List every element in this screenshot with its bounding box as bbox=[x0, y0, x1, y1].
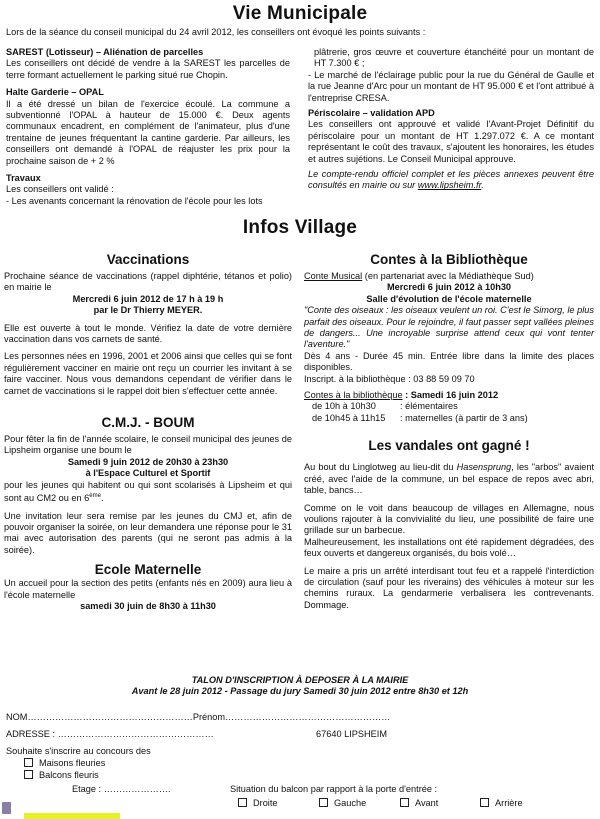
maisons-checkbox[interactable] bbox=[24, 758, 33, 767]
prenom-field[interactable]: ……………………………………………… bbox=[224, 712, 391, 722]
periscolaire-text: Les conseillers ont approuvé et validé l'Avant-Projet Définitif du périscolaire pour un montant de HT 1.297.072 €. A ce montant représentant le coût des travaux, s'ajoutent les honoraires, les études et autres sujétions. Le Conseil Municipal approuve. bbox=[308, 119, 594, 164]
arriere-label: Arrière bbox=[495, 798, 523, 808]
contes-inscription: Inscript. à la bibliothèque : 03 88 59 09 70 bbox=[304, 373, 475, 384]
accent-bar bbox=[24, 813, 120, 819]
cmj-intro: Pour fêter la fin de l'année scolaire, le conseil municipal des jeunes de Lipsheim organise une boum le bbox=[4, 434, 292, 456]
travaux-heading: Travaux bbox=[6, 173, 41, 184]
dir-avant[interactable] bbox=[400, 798, 438, 809]
maisons-label: Maisons fleuries bbox=[39, 758, 106, 768]
dir-droite[interactable] bbox=[238, 798, 278, 809]
corner-square bbox=[2, 802, 11, 814]
periscolaire-heading: Périscolaire – validation APD bbox=[308, 108, 435, 119]
cmj-audience-end: . bbox=[100, 493, 104, 504]
dir-arriere[interactable] bbox=[480, 798, 523, 809]
vie-right-column: plâtrerie, gros œuvre et couverture étanchéité pour un montant de HT 7.300 € ; - Le marché de l'éclairage public pour la rue du Général de Gaulle et la rue Jeanne d'Arc pour un montant de HT 95.000 € et l'ont attribué à l'entreprise CRESA. Périscolaire – validation APD Les conseillers ont approuvé et validé l'Avant-Projet Définitif du périscolaire pour un montant de HT 1.297.072 €. A ce montant représentant le coût des travaux, s'ajoutent les honoraires, les études et autres sujétions. Le Conseil Municipal approuve. Le compte-rendu officiel complet et les pièces annexes peuvent être consultés en mairie ou sur www.lipsheim.fr. bbox=[308, 47, 594, 191]
vandales-heading: Les vandales ont gagné ! bbox=[368, 438, 530, 454]
arriere-checkbox[interactable] bbox=[480, 798, 489, 807]
cmj-place: à l'Espace Culturel et Sportif bbox=[85, 468, 211, 479]
talon-subtitle: Avant le 28 juin 2012 - Passage du jury Samedi 30 juin 2012 entre 8h30 et 12h bbox=[131, 686, 469, 696]
sarest-text: Les conseillers ont décidé de vendre à la SAREST les parcelles de terre formant actuellement le parking situé rue Chopin. bbox=[6, 58, 290, 80]
dir-gauche[interactable] bbox=[319, 798, 366, 809]
contes-heading: Contes à la Bibliothèque bbox=[370, 252, 528, 267]
vaccinations-text: Elle est ouverte à tout le monde. Vérifiez la date de votre dernière vaccination dans vos carnets de santé. bbox=[4, 322, 292, 345]
vie-municipale-title: Vie Municipale bbox=[232, 3, 368, 24]
travaux-text: Les conseillers ont validé : bbox=[6, 184, 114, 195]
cmj-audience: pour les jeunes qui habitent ou qui sont scolarisés à Lipsheim et qui sont au CM2 ou en 6 bbox=[4, 479, 292, 504]
infos-left-column bbox=[4, 252, 292, 612]
etage-label: Etage : bbox=[72, 784, 102, 794]
vie-intro: Lors de la séance du conseil municipal du 24 avril 2012, les conseillers ont évoqué les points suivants : bbox=[6, 27, 426, 37]
nom-field[interactable]: ……………………………………………… bbox=[27, 712, 193, 722]
contes-place: Salle d'évolution de l'école maternelle bbox=[366, 293, 532, 304]
compte-rendu-text: Le compte-rendu officiel complet et les pièces annexes peuvent être consultés en mairie ou sur bbox=[308, 169, 594, 191]
session2-desc: : maternelles (à partir de 3 ans) bbox=[400, 412, 528, 423]
contes-bibliotheque-label: Contes à la bibliothèque bbox=[304, 390, 403, 401]
gauche-checkbox[interactable] bbox=[319, 798, 328, 807]
prenom-label: Prénom bbox=[192, 712, 225, 722]
contes-bibliotheque-date: : Samedi 16 juin 2012 bbox=[402, 390, 499, 401]
adresse-field[interactable]: …………………………………………… bbox=[57, 729, 214, 739]
vandales-place: Hasensprung bbox=[456, 462, 512, 473]
cmj-date: Samedi 9 juin 2012 de 20h30 à 23h30 bbox=[67, 456, 229, 467]
avant-checkbox[interactable] bbox=[400, 798, 409, 807]
avant-label: Avant bbox=[415, 798, 439, 808]
nom-label: NOM bbox=[6, 712, 28, 722]
talon-title: TALON D'INSCRIPTION À DEPOSER À LA MAIRIE bbox=[191, 675, 409, 685]
session1-desc: : élémentaires bbox=[400, 401, 458, 412]
etage-row bbox=[72, 784, 171, 795]
nom-row bbox=[6, 712, 390, 723]
droite-label: Droite bbox=[253, 798, 278, 808]
vandales-p2: Comme on le voit dans beaucoup de villages en Allemagne, nous voulions rajouter à la convivialité du lieu, une possibilité de faire une grillade sur un barbecue. bbox=[304, 502, 594, 536]
vaccinations-reminder: Les personnes nées en 1996, 2001 et 2006 ainsi que celles qui se font régulièrement vacciner en mairie ont reçu un courrier les invitant à se faire vacciner. Nous vous demandons cependant de vérifier dans le carnet de vaccinations si le rappel doit bien s'effectuer cette année. bbox=[4, 351, 292, 396]
website-link[interactable]: www.lipsheim.fr bbox=[417, 180, 482, 191]
vie-left-column bbox=[6, 47, 290, 207]
cmj-invitation: Une invitation leur sera remise par les jeunes du CMJ et, afin de pouvoir organiser la soirée, on leur demandera une réponse pour le 31 mai avec autorisation des parents (qui ne seront pas admis à la soirée). bbox=[4, 510, 292, 555]
adresse-row bbox=[6, 729, 214, 740]
session2-time: de 10h45 à 11h15 bbox=[312, 412, 386, 423]
vaccinations-date: Mercredi 6 juin 2012 de 17 h à 19 h bbox=[72, 293, 224, 304]
vandales-p3: Malheureusement, les installations ont été rapidement dégradées, des feux ouverts et dangereux organisés, du bois volé… bbox=[304, 536, 594, 559]
droite-checkbox[interactable] bbox=[238, 798, 247, 807]
contes-date: Mercredi 6 juin 2012 à 10h30 bbox=[386, 282, 512, 293]
etage-field[interactable]: …………………. bbox=[103, 784, 171, 794]
vandales-p1b: , les "arbos" avaient créé, avec l'aide de la commune, un bel espace de repos avec abri, table, bancs… bbox=[304, 462, 595, 496]
halte-heading: Halte Garderie – OPAL bbox=[6, 87, 104, 98]
balcons-label: Balcons fleuris bbox=[39, 770, 99, 780]
vaccinations-intro: Prochaine séance de vaccinations (rappel diphtérie, tétanos et polio) en mairie le bbox=[4, 271, 292, 293]
option-maisons[interactable] bbox=[24, 758, 105, 769]
ecole-text: Un accueil pour la section des petits (enfants nés en 2009) aura lieu à l'école maternelle bbox=[4, 578, 292, 600]
ecole-date: samedi 30 juin de 8h30 à 11h30 bbox=[80, 601, 216, 611]
cmj-superscript: ème bbox=[89, 493, 101, 500]
infos-village-title: Infos Village bbox=[242, 217, 358, 238]
eclairage-item: - Le marché de l'éclairage public pour la rue du Général de Gaulle et la rue Jeanne d'Arc pour un montant de HT 95.000 € et l'ont attribué à l'entreprise CRESA. bbox=[308, 69, 594, 103]
travaux-continued: plâtrerie, gros œuvre et couverture étanchéité pour un montant de HT 7.300 € ; bbox=[314, 47, 594, 69]
session1-time: de 10h à 10h30 bbox=[312, 401, 376, 412]
vaccinations-doctor: par le Dr Thierry MEYER. bbox=[93, 305, 203, 316]
halte-text: Il a été dressé un bilan de l'exercice écoulé. La commune a subventionné l'OPAL à hauteur de 15.000 €. Deux agents communaux encadrent, en complément de l'animateur, plus d'une trentaine de jeunes fréquentant la cantine garderie. Par ailleurs, les conseillers ont demandé à l'OPAL de réajuster les prix pour la prochaine saison de + 2 % bbox=[6, 98, 290, 166]
contes-details: Dès 4 ans - Durée 45 min. Entrée libre dans la limite des places disponibles. bbox=[304, 350, 594, 373]
contes-quote: "Conte des oiseaux : les oiseaux veulent un roi. C'est le Simorg, le plus parfait des oiseaux. Pour le rejoindre, il faut passer sept vallées pleines de dangers... Une incroyable surprise attend ceux qui vont tenter l'aventure." bbox=[304, 305, 594, 350]
vandales-p1a: Au bout du Linglotweg au lieu-dit du bbox=[304, 462, 457, 473]
cmj-heading: C.M.J. - BOUM bbox=[101, 415, 195, 431]
souhaite-text: Souhaite s'inscrire au concours des bbox=[6, 746, 151, 756]
conte-musical-label: Conte Musical bbox=[304, 271, 363, 281]
option-balcons[interactable] bbox=[24, 770, 99, 781]
infos-right-column bbox=[304, 252, 594, 611]
situation-text: Situation du balcon par rapport à la porte d'entrée : bbox=[230, 784, 438, 794]
adresse-label: ADRESSE : bbox=[6, 729, 56, 739]
vaccinations-heading: Vaccinations bbox=[106, 252, 190, 267]
travaux-item: - Les avenants concernant la rénovation de l'école pour les lots bbox=[6, 195, 263, 206]
gauche-label: Gauche bbox=[334, 798, 367, 808]
vandales-p4: Le maire a pris un arrêté interdisant tout feu et a rappelé l'interdiction de circulation (sauf pour les riverains) des véhicules à moteur sur les chemins ruraux. La gendarmerie verbalisera les contrevenants. Dommage. bbox=[304, 565, 594, 610]
city: 67640 LIPSHEIM bbox=[316, 729, 387, 739]
balcons-checkbox[interactable] bbox=[24, 770, 33, 779]
sarest-heading: SAREST (Lotisseur) – Aliénation de parcelles bbox=[6, 47, 204, 57]
ecole-heading: Ecole Maternelle bbox=[94, 562, 202, 578]
conte-musical-partner: (en partenariat avec la Médiathèque Sud) bbox=[362, 271, 534, 281]
